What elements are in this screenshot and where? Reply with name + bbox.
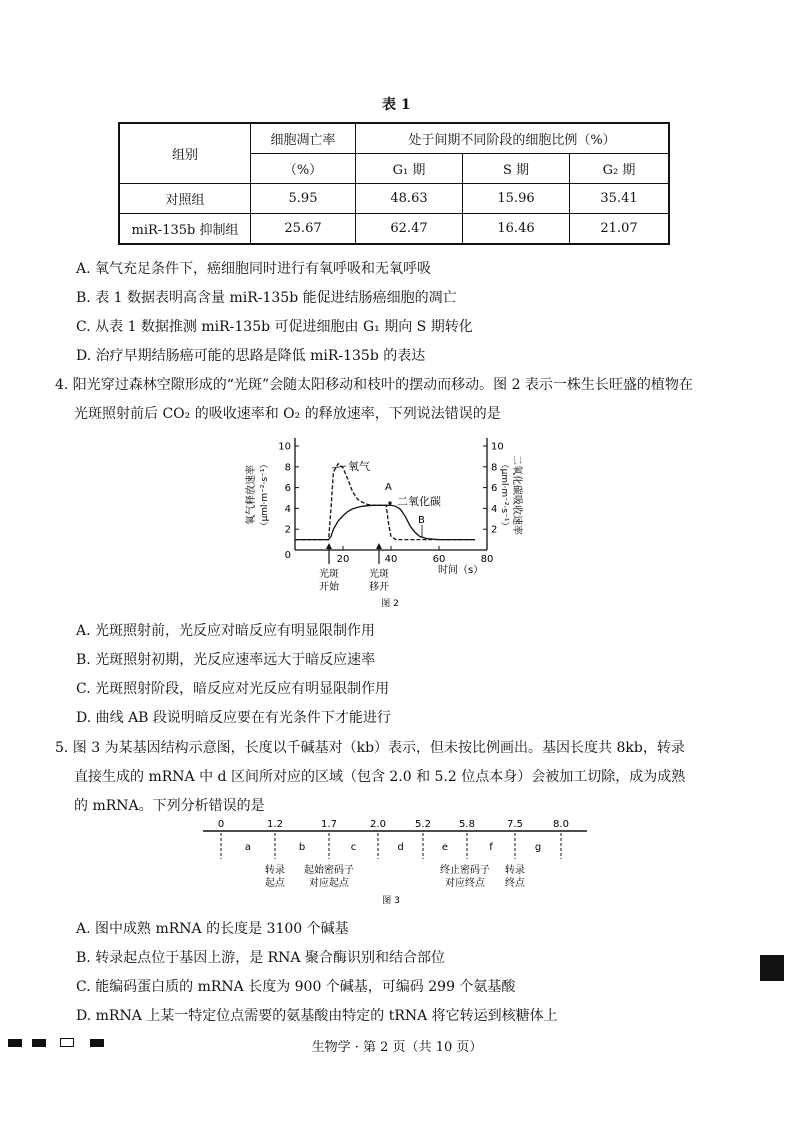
oxygen-leader xyxy=(332,466,346,468)
q5-stem-line1: 5. 图 3 为某基因结构示意图，长度以千碱基对（kb）表示，但未按比例画出。基因长度共 8kb，转录 xyxy=(55,740,685,756)
table-row xyxy=(119,184,669,214)
co2-label: 二氧化碳 xyxy=(397,495,441,508)
gene-position-label: 2.0 xyxy=(370,819,386,830)
cell-g1: 48.63 xyxy=(356,184,463,214)
cell-apoptosis: 25.67 xyxy=(251,214,356,245)
gene-position-label: 1.2 xyxy=(267,819,283,830)
x-tick-label: 40 xyxy=(384,554,398,565)
gene-segment-label: f xyxy=(489,842,493,853)
tx-start-label-1: 转录 xyxy=(265,865,285,876)
stop-codon-label-1: 终止密码子 xyxy=(440,865,490,876)
cell-s: 15.96 xyxy=(463,184,570,214)
stop-codon-label-2: 对应终点 xyxy=(445,878,485,889)
gene-segment-label: g xyxy=(534,842,542,853)
table-row xyxy=(119,214,669,245)
q5-stem-line2: 直接生成的 mRNA 中 d 区间所对应的区域（包含 2.0 和 5.2 位点本身）会被加工切除，成为成熟 xyxy=(74,769,686,785)
origin-label: 0 xyxy=(284,550,291,561)
figure-3-gene-diagram xyxy=(195,815,595,910)
y-tick-label-right: 4 xyxy=(491,503,498,515)
tx-end-label-2: 终点 xyxy=(505,878,525,889)
y-tick-label-left: 4 xyxy=(284,503,291,515)
x-tick-label: 20 xyxy=(336,554,350,565)
header-g1: G₁ 期 xyxy=(356,154,463,184)
header-apoptosis: 细胞凋亡率 xyxy=(251,123,356,154)
point-a-label: A xyxy=(385,482,392,493)
q4-option-b: B. 光斑照射初期，光反应速率远大于暗反应速率 xyxy=(76,652,376,668)
light-remove-label-1: 光斑 xyxy=(369,569,389,580)
q5-option-a: A. 图中成熟 mRNA 的长度是 3100 个碱基 xyxy=(76,921,349,937)
series-co2-line xyxy=(295,505,475,539)
oxygen-label: 氧气 xyxy=(348,460,370,473)
tx-end-label-1: 转录 xyxy=(505,865,525,876)
page-footer: 生物学 · 第 2 页（共 10 页） xyxy=(311,1040,483,1055)
q3-option-a: A. 氧气充足条件下，癌细胞同时进行有氧呼吸和无氧呼吸 xyxy=(76,261,432,277)
gene-position-label: 7.5 xyxy=(507,819,523,830)
header-apoptosis-unit: （%） xyxy=(251,154,356,184)
cell-group: miR-135b 抑制组 xyxy=(119,214,251,245)
q4-option-c: C. 光斑照射阶段，暗反应对光反应有明显限制作用 xyxy=(76,681,390,697)
start-codon-label-2: 对应起点 xyxy=(309,878,349,889)
q4-option-d: D. 曲线 AB 段说明暗反应要在有光条件下才能进行 xyxy=(76,710,391,726)
q3-option-b: B. 表 1 数据表明高含量 miR-135b 能促进结肠癌细胞的凋亡 xyxy=(76,290,457,306)
gene-position-label: 1.7 xyxy=(321,819,337,830)
q4-stem-line1: 4. 阳光穿过森林空隙形成的“光斑”会随太阳移动和枝叶的摆动而移动。图 2 表示一株生长旺盛的植物在 xyxy=(55,377,693,393)
light-start-label-2: 开始 xyxy=(319,582,339,593)
point-b-label: B xyxy=(418,515,425,526)
gene-segment-label: a xyxy=(244,842,252,853)
y-left-unit: （μml·m⁻²·s⁻¹） xyxy=(260,459,270,531)
q5-option-b: B. 转录起点位于基因上游，是 RNA 聚合酶识别和结合部位 xyxy=(76,950,445,966)
q5-option-d: D. mRNA 上某一特定位点需要的氨基酸由特定的 tRNA 将它转运到核糖体上 xyxy=(76,1008,558,1024)
y-right-label: 二氧化碳吸收速率 xyxy=(511,455,522,535)
y-left-label: 氧气释放速率 xyxy=(246,465,257,525)
table-1 xyxy=(118,122,670,245)
cell-g1: 62.47 xyxy=(356,214,463,245)
x-tick-label: 60 xyxy=(432,554,446,565)
y-right-unit: （μml·m⁻²·s⁻¹） xyxy=(499,459,509,531)
cell-group: 对照组 xyxy=(119,184,251,214)
figure-2-caption: 图 2 xyxy=(381,599,399,609)
table-caption: 表 1 xyxy=(382,97,411,113)
gene-segment-label: b xyxy=(298,842,306,853)
y-tick-label-right: 2 xyxy=(491,524,498,536)
cell-g2: 35.41 xyxy=(570,184,670,214)
figure-3-caption: 图 3 xyxy=(382,896,400,906)
q4-stem-line2: 光斑照射前后 CO₂ 的吸收速率和 O₂ 的释放速率，下列说法错误的是 xyxy=(74,406,501,422)
gene-position-label: 8.0 xyxy=(553,819,569,830)
header-group: 组别 xyxy=(119,123,251,184)
q3-option-c: C. 从表 1 数据推测 miR-135b 可促进细胞由 G₁ 期向 S 期转化 xyxy=(76,319,473,335)
y-tick-label-right: 10 xyxy=(491,441,504,453)
y-tick-label-right: 6 xyxy=(491,483,498,495)
y-tick-label-left: 10 xyxy=(278,441,291,453)
light-start-label-1: 光斑 xyxy=(319,569,339,580)
cell-s: 16.46 xyxy=(463,214,570,245)
header-s: S 期 xyxy=(463,154,570,184)
series-oxygen-line xyxy=(295,464,475,540)
start-codon-label-1: 起始密码子 xyxy=(304,865,354,876)
cell-apoptosis: 5.95 xyxy=(251,184,356,214)
y-tick-label-left: 2 xyxy=(284,524,291,536)
y-tick-label-left: 8 xyxy=(284,462,291,474)
tx-start-label-2: 起点 xyxy=(265,878,285,889)
gene-position-label: 0 xyxy=(217,819,225,830)
gene-segment-label: e xyxy=(441,842,449,853)
gene-segment-label: d xyxy=(397,842,404,853)
q3-option-d: D. 治疗早期结肠癌可能的思路是降低 miR-135b 的表达 xyxy=(76,348,426,364)
light-remove-label-2: 移开 xyxy=(369,582,389,593)
gene-position-label: 5.8 xyxy=(459,819,475,830)
gene-position-label: 5.2 xyxy=(415,819,431,830)
q4-option-a: A. 光斑照射前，光反应对暗反应有明显限制作用 xyxy=(76,623,376,639)
x-axis-label: 时间（s） xyxy=(438,565,484,576)
x-tick-label: 80 xyxy=(480,554,494,565)
q5-option-c: C. 能编码蛋白质的 mRNA 长度为 900 个碱基，可编码 299 个氨基酸 xyxy=(76,979,516,995)
light-start-arrowhead xyxy=(326,543,332,549)
gene-segment-label: c xyxy=(350,842,357,853)
point-a xyxy=(388,501,391,504)
side-tab-marker xyxy=(760,955,784,981)
header-g2: G₂ 期 xyxy=(570,154,670,184)
q5-stem-line3: 的 mRNA。下列分析错误的是 xyxy=(74,798,265,814)
cell-g2: 21.07 xyxy=(570,214,670,245)
light-remove-arrowhead xyxy=(376,543,382,549)
figure-2-chart xyxy=(240,430,540,610)
header-phase-group: 处于间期不同阶段的细胞比例（%） xyxy=(356,123,670,154)
y-tick-label-right: 8 xyxy=(491,462,498,474)
y-tick-label-left: 6 xyxy=(284,483,291,495)
